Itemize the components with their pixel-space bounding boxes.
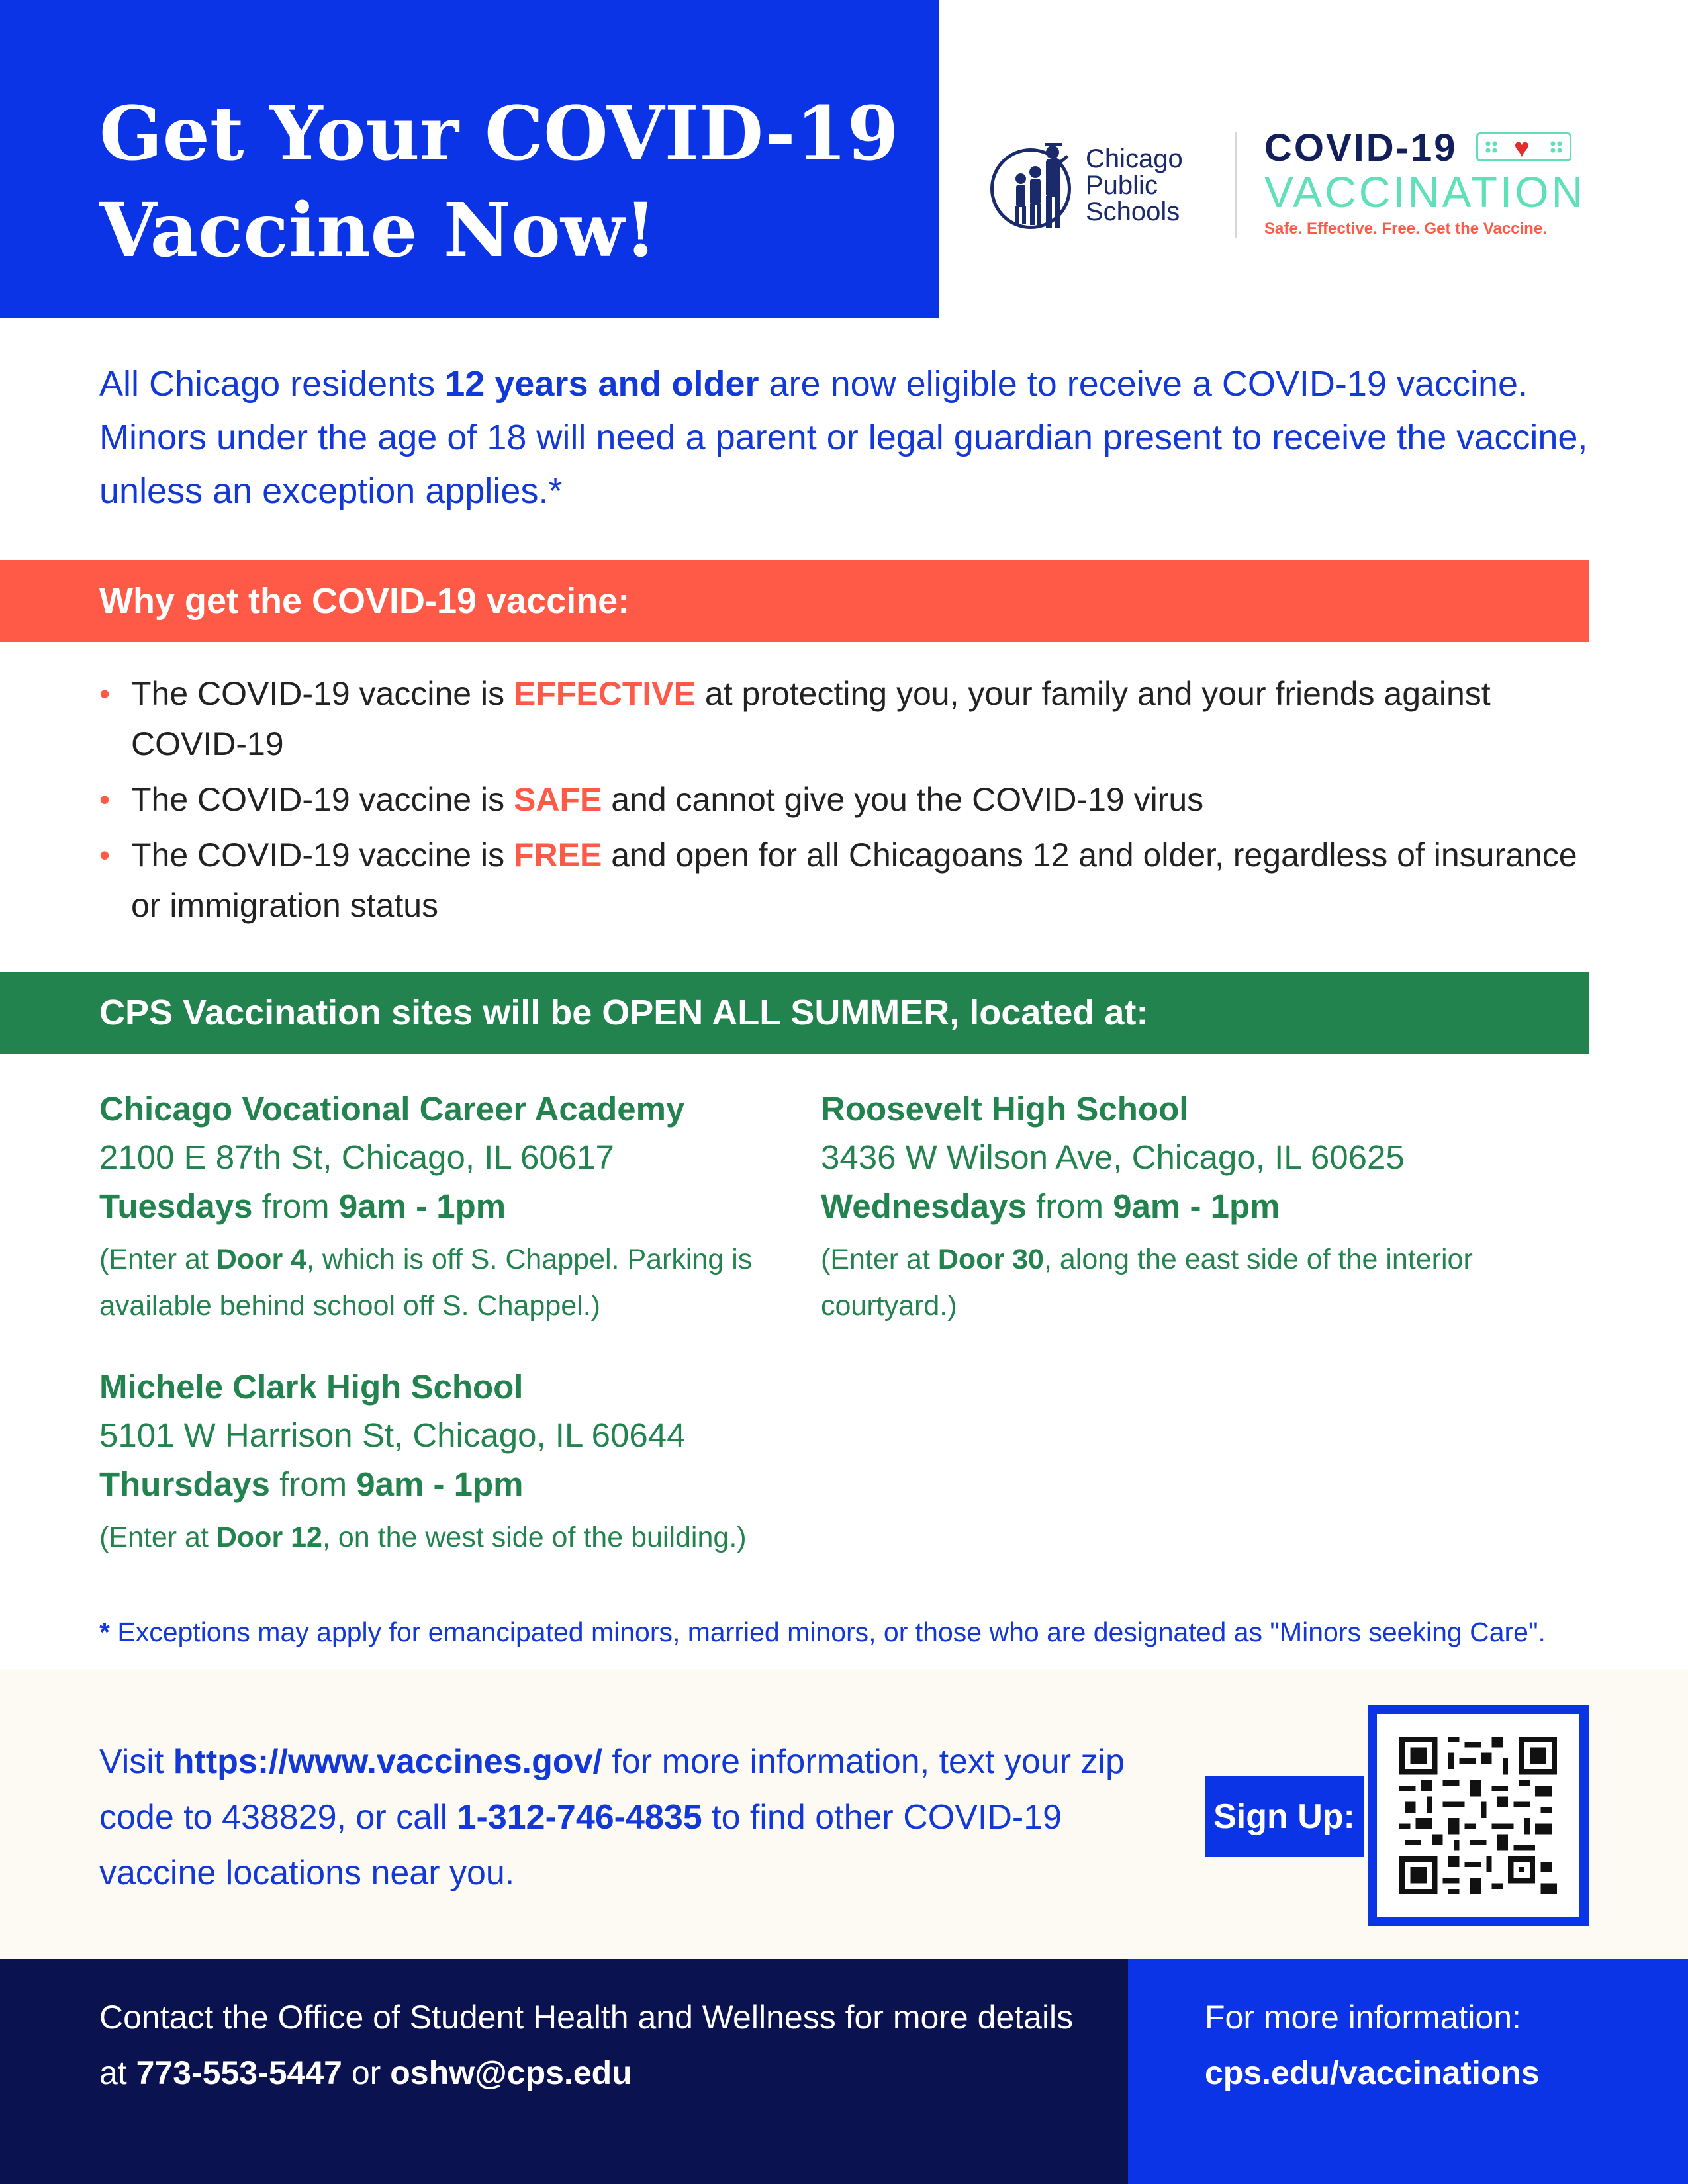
footnote-text: Exceptions may apply for emancipated minors, married minors, or those who are designated as "Minors seeking Care".: [109, 1617, 1546, 1647]
title-line-1: Get Your COVID-19: [99, 91, 899, 177]
site-card: [99, 1363, 827, 1561]
site-day: Tuesdays: [99, 1187, 253, 1225]
site-hours: [99, 1460, 827, 1509]
site-from: from: [269, 1465, 357, 1503]
hotline-phone-link[interactable]: 1-312-746-4835: [457, 1798, 702, 1837]
site-day: Wednesdays: [821, 1187, 1027, 1225]
site-time: 9am - 1pm: [1113, 1187, 1280, 1225]
cps-logo-figures-icon: [1001, 132, 1074, 232]
logo-divider: [1235, 132, 1237, 238]
more-info-text: [99, 1734, 1132, 1901]
more-info-label: For more information:: [1205, 1999, 1521, 2036]
eligibility-intro: [99, 357, 1589, 518]
dots-icon: [1485, 140, 1498, 154]
site-address: 2100 E 87th St, Chicago, IL 60617: [99, 1138, 614, 1176]
note-text: , along the east side of the interior courtyard.): [821, 1244, 1473, 1322]
contact-email-link[interactable]: oshw@cps.edu: [390, 2054, 632, 2091]
why-heading: Why get the COVID-19 vaccine:: [99, 581, 630, 621]
info-text: for more information, text your zip code to 438829, or call: [99, 1743, 1125, 1837]
covid-vaccination-logo: [1264, 126, 1602, 245]
note-text: , which is off S. Chappel. Parking is available behind school off S. Chappel.): [99, 1244, 753, 1322]
dots-icon: [1550, 140, 1563, 154]
cps-logo: [986, 126, 1218, 238]
cps-logo-line-2: Public: [1086, 171, 1158, 200]
qr-code-icon[interactable]: [1399, 1737, 1557, 1894]
list-item: [99, 668, 1589, 769]
site-note: [821, 1236, 1589, 1329]
bullet-text: The COVID-19 vaccine is: [131, 675, 514, 712]
info-text: to find other COVID-19 vaccine locations near you.: [99, 1798, 1062, 1892]
why-list: [99, 668, 1589, 936]
list-item: [99, 774, 1589, 825]
site-hours: [821, 1182, 1589, 1231]
note-text: (Enter at: [821, 1244, 938, 1275]
covid-logo-top: COVID-19: [1264, 126, 1458, 169]
bullet-highlight: EFFECTIVE: [513, 675, 696, 712]
site-note: [99, 1514, 827, 1561]
footer-contact-text: [99, 1989, 1105, 2101]
site-name: Roosevelt High School: [821, 1090, 1189, 1128]
site-address: 5101 W Harrison St, Chicago, IL 60644: [99, 1416, 686, 1454]
cps-vaccinations-link[interactable]: cps.edu/vaccinations: [1205, 2054, 1540, 2091]
site-name: Michele Clark High School: [99, 1368, 524, 1406]
covid-logo-tagline: Safe. Effective. Free. Get the Vaccine.: [1264, 220, 1547, 238]
sites-heading: CPS Vaccination sites will be OPEN ALL SUMMER, located at:: [99, 993, 1149, 1032]
bullet-text: The COVID-19 vaccine is: [131, 837, 514, 874]
logo-area: [986, 126, 1595, 245]
contact-text: Contact the Office of Student Health and Wellness for more details at: [99, 1999, 1074, 2091]
bullet-text: at protecting you, your family and your friends against COVID-19: [131, 675, 1491, 762]
heart-icon: ♥: [1514, 134, 1530, 163]
sites-heading-bar: [0, 972, 1589, 1054]
note-text: , on the west side of the building.): [322, 1522, 747, 1553]
intro-text-continued: are now eligible to receive a COVID-19 vaccine. Minors under the age of 18 will need a parent or legal guardian present to receive the vaccine, unless an exception applies.*: [99, 364, 1588, 511]
list-item: [99, 830, 1589, 931]
page-title: [99, 86, 920, 279]
site-hours: [99, 1182, 801, 1231]
bullet-text: The COVID-19 vaccine is: [131, 781, 514, 818]
site-from: from: [252, 1187, 339, 1225]
note-door: Door 4: [216, 1244, 307, 1275]
footer-more-info: [1205, 1989, 1668, 2101]
bullet-text: and open for all Chicagoans 12 and older, regardless of insurance or immigration status: [131, 837, 1577, 924]
site-from: from: [1026, 1187, 1113, 1225]
note-text: (Enter at: [99, 1522, 216, 1553]
vaccines-gov-link[interactable]: https://www.vaccines.gov/: [173, 1743, 602, 1781]
heart-badge: [1476, 132, 1571, 161]
title-line-2: Vaccine Now!: [99, 187, 657, 274]
site-time: 9am - 1pm: [356, 1465, 524, 1503]
exceptions-footnote: [99, 1612, 1622, 1652]
bullet-highlight: FREE: [513, 837, 602, 874]
site-address: 3436 W Wilson Ave, Chicago, IL 60625: [821, 1138, 1405, 1176]
why-heading-bar: [0, 560, 1589, 642]
qr-code-frame[interactable]: [1368, 1705, 1589, 1926]
site-day: Thursdays: [99, 1465, 270, 1503]
site-time: 9am - 1pm: [338, 1187, 506, 1225]
footnote-star: *: [99, 1617, 110, 1647]
info-text: Visit: [99, 1743, 173, 1781]
cps-logo-line-1: Chicago: [1086, 144, 1183, 173]
intro-age-highlight: 12 years and older: [445, 364, 759, 404]
site-name: Chicago Vocational Career Academy: [99, 1090, 685, 1128]
bullet-text: and cannot give you the COVID-19 virus: [602, 781, 1204, 818]
hero-banner: [0, 0, 939, 318]
note-text: (Enter at: [99, 1244, 216, 1275]
note-door: Door 30: [937, 1244, 1044, 1275]
sign-up-label: Sign Up:: [1205, 1776, 1364, 1857]
intro-text: All Chicago residents: [99, 364, 445, 404]
bullet-highlight: SAFE: [513, 781, 602, 818]
site-card: [99, 1085, 801, 1329]
contact-or: or: [342, 2054, 391, 2091]
cps-logo-wordmark: [1086, 146, 1183, 225]
site-card: [821, 1085, 1589, 1329]
contact-phone-link[interactable]: 773-553-5447: [136, 2054, 342, 2091]
cps-logo-line-3: Schools: [1086, 197, 1180, 226]
covid-logo-vaccination: VACCINATION: [1264, 167, 1586, 216]
site-note: [99, 1236, 801, 1329]
note-door: Door 12: [216, 1522, 322, 1553]
